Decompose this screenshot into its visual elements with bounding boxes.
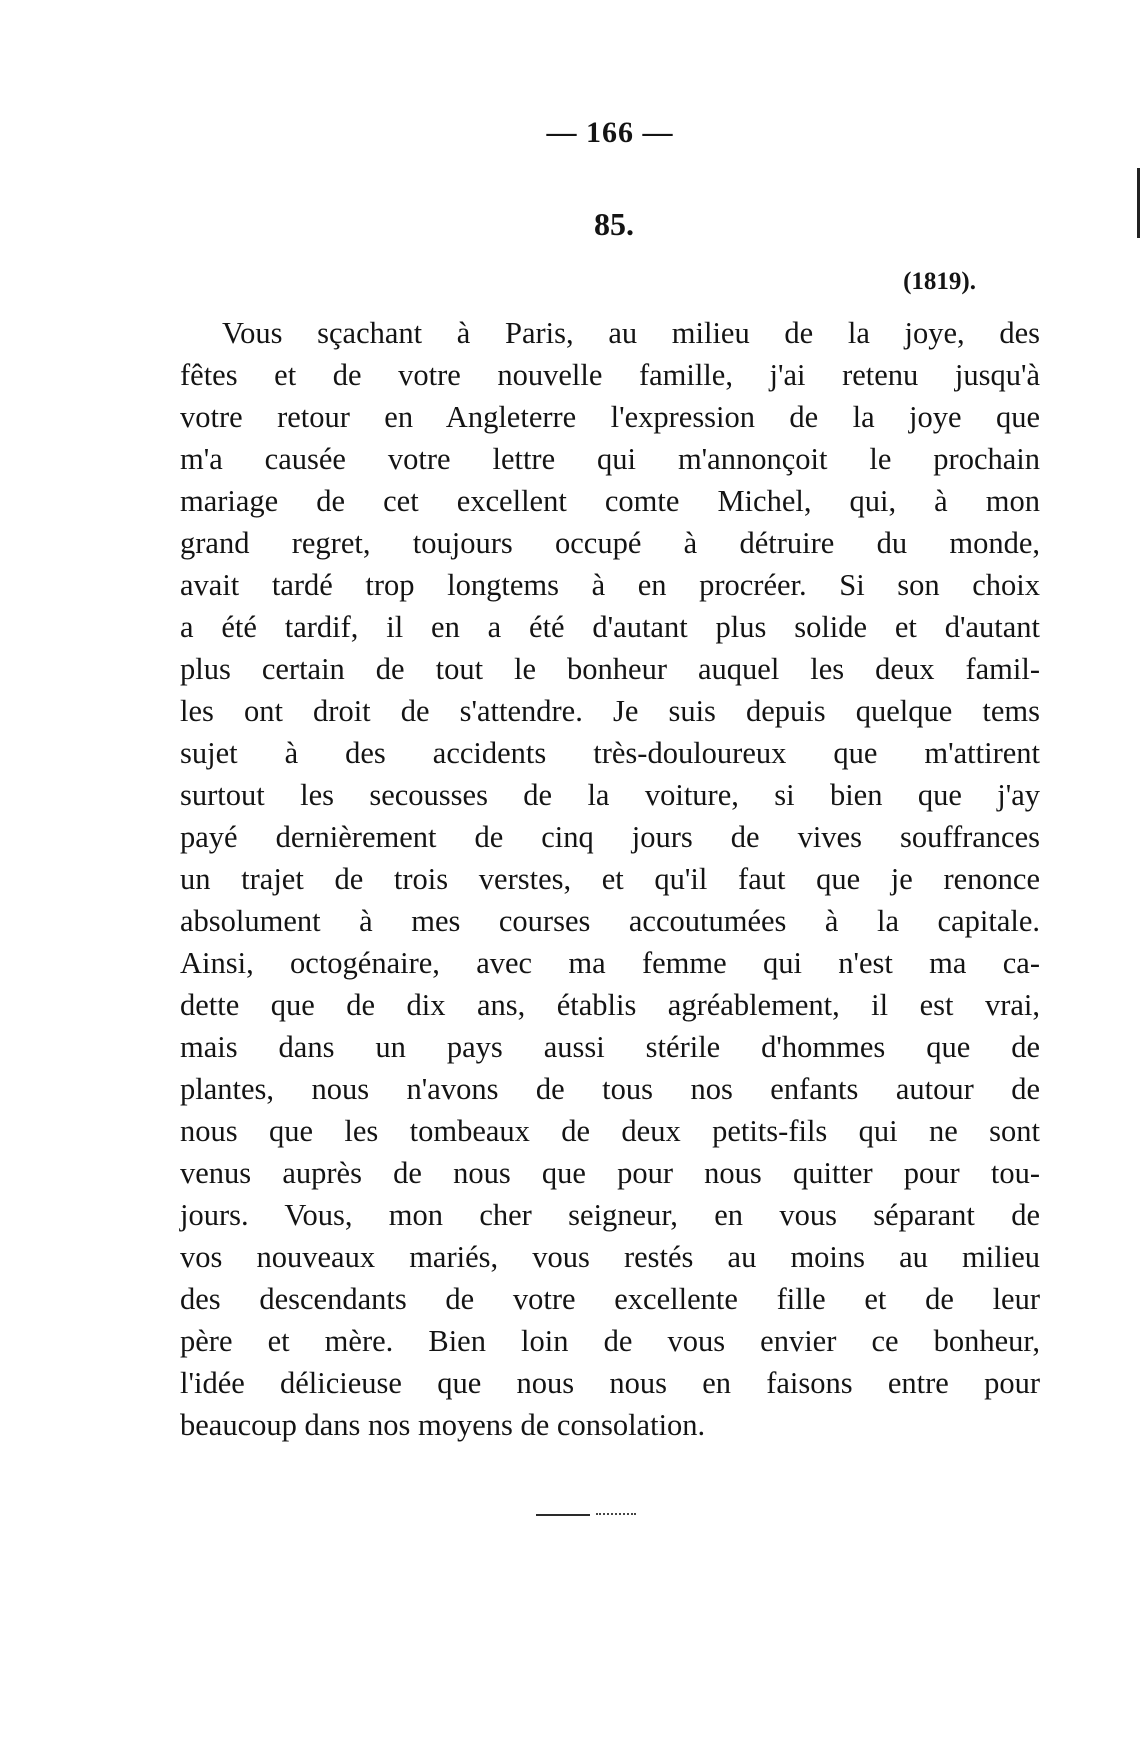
text-line: vos nouveaux mariés, vous restés au moins au milieu [180,1240,1040,1274]
text-line: père et mère. Bien loin de vous envier ce bonheur, [180,1324,1040,1358]
text-line: mais dans un pays aussi stérile d'hommes que de [180,1030,1040,1064]
text-line: beaucoup dans nos moyens de consolation. [180,1408,706,1442]
text-line: payé dernièrement de cinq jours de vives souffrances [180,820,1040,854]
end-rule-dots [596,1513,636,1518]
letter-body [180,312,1040,1446]
text-line: a été tardif, il en a été d'autant plus solide et d'autant [180,610,1040,644]
letter-date: (1819). [903,268,976,295]
text-line: un trajet de trois verstes, et qu'il faut que je renonce [180,862,1040,896]
text-line: des descendants de votre excellente fille et de leur [180,1282,1040,1316]
text-line: venus auprès de nous que pour nous quitter pour tou- [180,1156,1040,1190]
text-line: plus certain de tout le bonheur auquel les deux famil- [180,652,1040,686]
text-line: nous que les tombeaux de deux petits-fils qui ne sont [180,1114,1040,1148]
text-line: grand regret, toujours occupé à détruire du monde, [180,526,1040,560]
letter-number: 85. [594,206,634,242]
text-line: jours. Vous, mon cher seigneur, en vous séparant de [180,1198,1040,1232]
text-line: l'idée délicieuse que nous nous en faisons entre pour [180,1366,1040,1400]
text-line: Vous sçachant à Paris, au milieu de la joye, des [222,316,1040,350]
page-number: — 166 — [546,116,674,149]
text-line: mariage de cet excellent comte Michel, qui, à mon [180,484,1040,518]
text-line: les ont droit de s'attendre. Je suis depuis quelque tems [180,694,1040,728]
text-line: m'a causée votre lettre qui m'annonçoit le prochain [180,442,1040,476]
text-line: avait tardé trop longtems à en procréer. Si son choix [180,568,1040,602]
end-rule [536,1514,590,1516]
text-line: surtout les secousses de la voiture, si bien que j'ay [180,778,1040,812]
text-line: votre retour en Angleterre l'expression de la joye que [180,400,1040,434]
text-line: absolument à mes courses accoutumées à la capitale. [180,904,1040,938]
text-line: fêtes et de votre nouvelle famille, j'ai retenu jusqu'à [180,358,1040,392]
text-line: dette que de dix ans, établis agréablement, il est vrai, [180,988,1040,1022]
text-line: Ainsi, octogénaire, avec ma femme qui n'est ma ca- [180,946,1040,980]
text-line: plantes, nous n'avons de tous nos enfants autour de [180,1072,1040,1106]
text-line: sujet à des accidents très-douloureux que m'attirent [180,736,1040,770]
